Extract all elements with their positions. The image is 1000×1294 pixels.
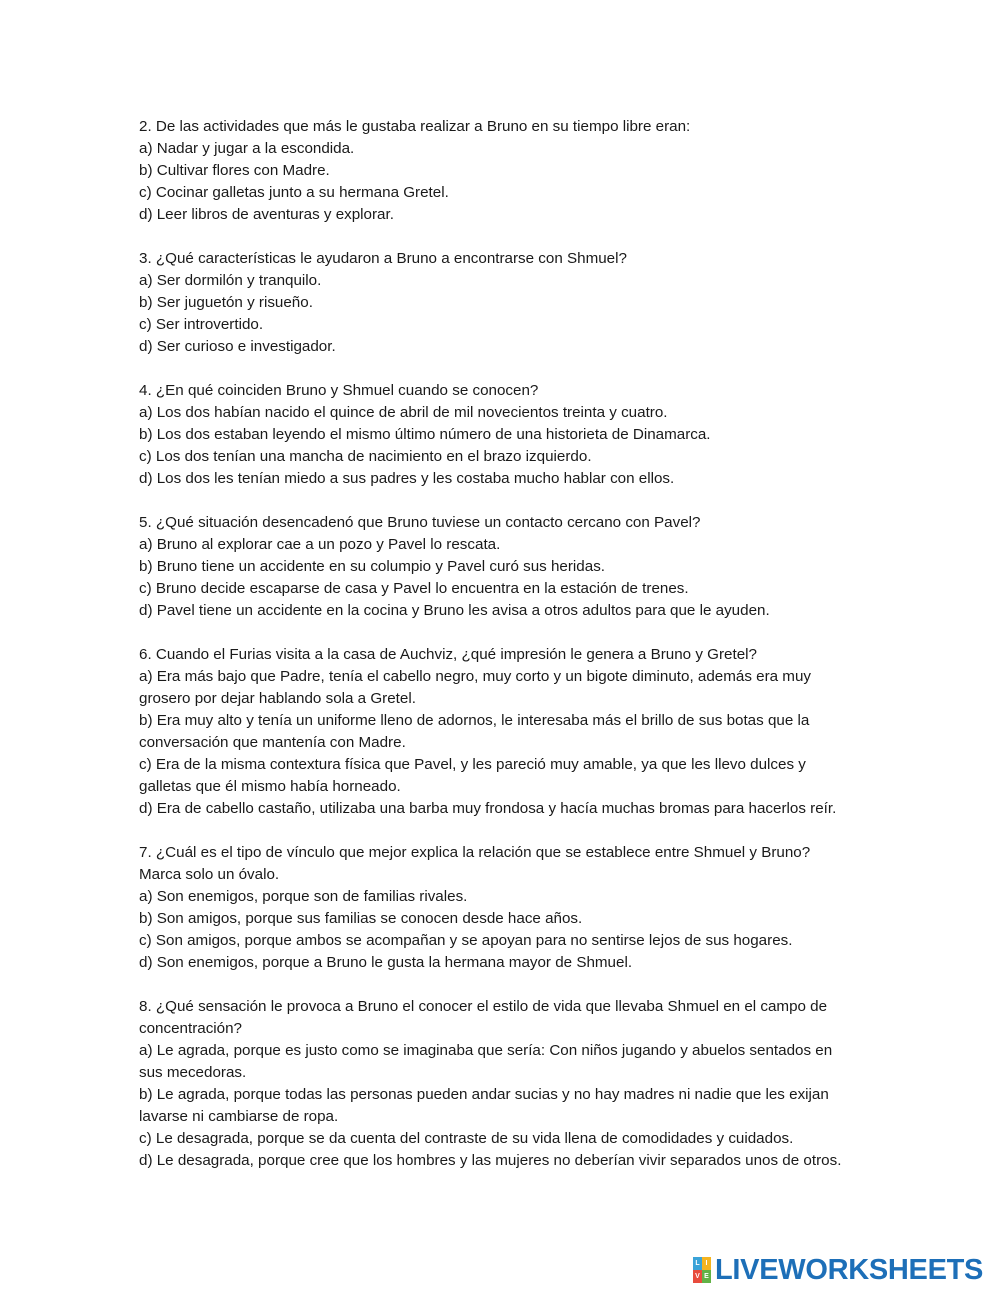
question-3: [139, 248, 909, 358]
question-text: 4. ¿En qué coinciden Bruno y Shmuel cuando se conocen?: [139, 382, 539, 399]
option-a: a) Bruno al explorar cae a un pozo y Pavel lo rescata.: [139, 536, 501, 553]
option-d: d) Leer libros de aventuras y explorar.: [139, 206, 394, 223]
option-b-continued: conversación que mantenía con Madre.: [139, 734, 406, 751]
option-b: b) Son amigos, porque sus familias se conocen desde hace años.: [139, 910, 583, 927]
option-c: c) Era de la misma contextura física que Pavel, y les pareció muy amable, ya que les llevo dulces y: [139, 756, 806, 773]
option-d: d) Son enemigos, porque a Bruno le gusta la hermana mayor de Shmuel.: [139, 954, 633, 971]
option-b: b) Cultivar flores con Madre.: [139, 162, 330, 179]
option-c: c) Los dos tenían una mancha de nacimiento en el brazo izquierdo.: [139, 448, 592, 465]
logo-text: LIVEWORKSHEETS: [715, 1254, 984, 1286]
option-b: b) Era muy alto y tenía un uniforme lleno de adornos, le interesaba más el brillo de sus botas que la: [139, 712, 810, 729]
question-text: 7. ¿Cuál es el tipo de vínculo que mejor explica la relación que se establece entre Shmuel y Bruno?: [139, 844, 811, 861]
question-7: [139, 842, 909, 974]
option-a: a) Era más bajo que Padre, tenía el cabello negro, muy corto y un bigote diminuto, además era muy: [139, 668, 811, 685]
option-d: d) Los dos les tenían miedo a sus padres y les costaba mucho hablar con ellos.: [139, 470, 675, 487]
option-a-continued: grosero por dejar hablando sola a Gretel.: [139, 690, 416, 707]
option-d: d) Le desagrada, porque cree que los hombres y las mujeres no deberían vivir separados unos de otros.: [139, 1152, 842, 1169]
option-c: c) Cocinar galletas junto a su hermana Gretel.: [139, 184, 449, 201]
question-text: 8. ¿Qué sensación le provoca a Bruno el conocer el estilo de vida que llevaba Shmuel en el campo de: [139, 998, 828, 1015]
logo-mark-icon: L I V E: [693, 1257, 711, 1283]
question-4: [139, 380, 909, 490]
question-instruction: Marca solo un óvalo.: [139, 866, 280, 883]
option-a: a) Son enemigos, porque son de familias rivales.: [139, 888, 468, 905]
option-b-continued: lavarse ni cambiarse de ropa.: [139, 1108, 339, 1125]
option-a: a) Le agrada, porque es justo como se imaginaba que sería: Con niños jugando y abuelos sentados en: [139, 1042, 833, 1059]
option-a: a) Los dos habían nacido el quince de abril de mil novecientos treinta y cuatro.: [139, 404, 668, 421]
option-b: b) Los dos estaban leyendo el mismo último número de una historieta de Dinamarca.: [139, 426, 711, 443]
question-text: 2. De las actividades que más le gustaba realizar a Bruno en su tiempo libre eran:: [139, 118, 691, 135]
worksheet-body: [139, 116, 909, 1194]
option-b: b) Le agrada, porque todas las personas pueden andar sucias y no hay madres ni nadie que les exijan: [139, 1086, 829, 1103]
option-c-continued: galletas que él mismo había horneado.: [139, 778, 401, 795]
option-c: c) Son amigos, porque ambos se acompañan y se apoyan para no sentirse lejos de sus hogares.: [139, 932, 793, 949]
question-text: 5. ¿Qué situación desencadenó que Bruno tuviese un contacto cercano con Pavel?: [139, 514, 701, 531]
option-c: c) Ser introvertido.: [139, 316, 264, 333]
question-2: [139, 116, 909, 226]
option-d: d) Pavel tiene un accidente en la cocina y Bruno les avisa a otros adultos para que le ayuden.: [139, 602, 770, 619]
option-c: c) Bruno decide escaparse de casa y Pavel lo encuentra en la estación de trenes.: [139, 580, 689, 597]
option-d: d) Ser curioso e investigador.: [139, 338, 336, 355]
option-b: b) Ser juguetón y risueño.: [139, 294, 313, 311]
question-8: [139, 996, 909, 1172]
option-a: a) Ser dormilón y tranquilo.: [139, 272, 322, 289]
option-d: d) Era de cabello castaño, utilizaba una barba muy frondosa y hacía muchas bromas para hacerlos reír.: [139, 800, 837, 817]
option-a-continued: sus mecedoras.: [139, 1064, 247, 1081]
option-c: c) Le desagrada, porque se da cuenta del contraste de su vida llena de comodidades y cuidados.: [139, 1130, 794, 1147]
question-text: 6. Cuando el Furias visita a la casa de Auchviz, ¿qué impresión le genera a Bruno y Gretel?: [139, 646, 757, 663]
option-a: a) Nadar y jugar a la escondida.: [139, 140, 355, 157]
question-text: 3. ¿Qué características le ayudaron a Bruno a encontrarse con Shmuel?: [139, 250, 627, 267]
liveworksheets-logo: [693, 1256, 983, 1284]
question-5: [139, 512, 909, 622]
question-text-continued: concentración?: [139, 1020, 243, 1037]
question-6: [139, 644, 909, 820]
option-b: b) Bruno tiene un accidente en su columpio y Pavel curó sus heridas.: [139, 558, 606, 575]
